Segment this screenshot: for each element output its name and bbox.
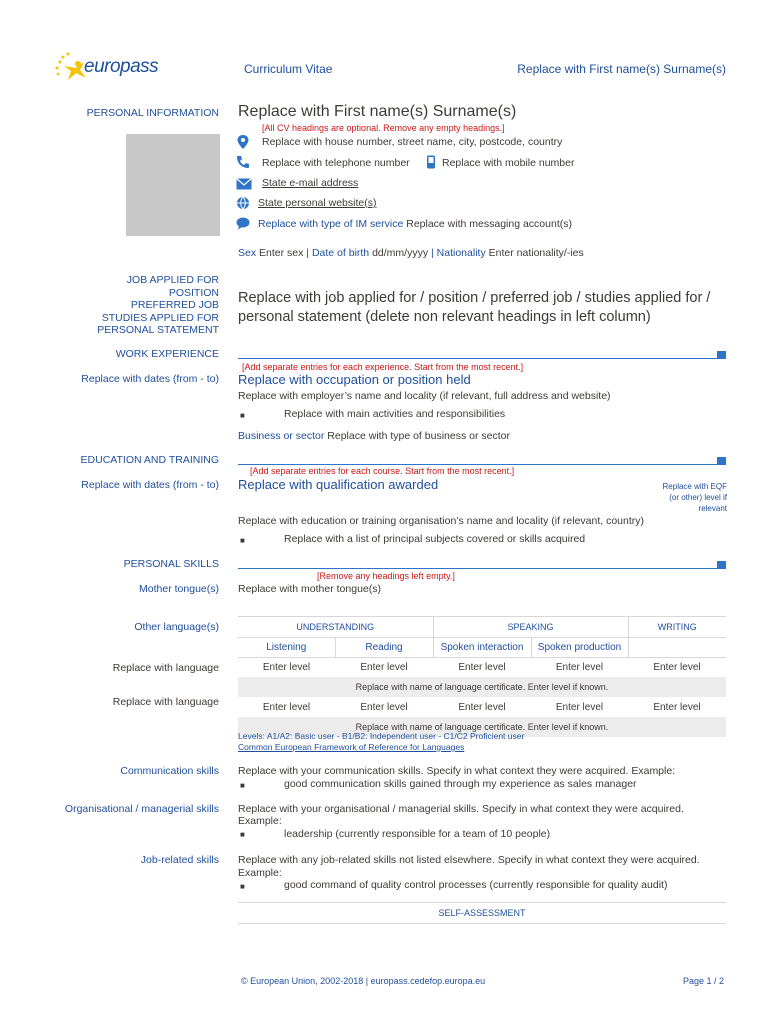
europass-logo <box>54 52 164 86</box>
level-cell[interactable]: Enter level <box>555 661 604 673</box>
certificate-row <box>238 677 726 697</box>
organisational-skills-text[interactable]: Replace with your organisational / managerial skills. Specify in what context they were acquired. <box>238 803 684 815</box>
im-value[interactable]: Replace with messaging account(s) <box>406 218 572 230</box>
cefr-link[interactable]: Common European Framework of Reference for Languages <box>238 742 465 752</box>
eqf-line: Replace with EQF <box>662 482 727 491</box>
language-row <box>238 697 726 717</box>
qualification-title[interactable]: Replace with qualification awarded <box>238 477 439 492</box>
self-assessment-top-line <box>238 902 726 903</box>
section-divider <box>238 568 720 569</box>
telephone-field[interactable]: Replace with telephone number <box>262 157 410 169</box>
person-name: Replace with First name(s) Surname(s) <box>238 103 517 120</box>
section-personal-information: PERSONAL INFORMATION <box>86 107 219 119</box>
level-cell[interactable]: Enter level <box>555 701 604 713</box>
spoken-interaction-header: Spoken interaction <box>433 637 531 657</box>
communication-skills-label: Communication skills <box>120 765 219 777</box>
header-name: Replace with First name(s) Surname(s) <box>517 62 726 76</box>
demographics-row <box>238 247 584 259</box>
spoken-production-header: Spoken production <box>531 637 628 657</box>
section-divider <box>238 464 720 465</box>
writing-subheader <box>628 637 726 657</box>
section-personal-skills: PERSONAL SKILLS <box>123 558 219 570</box>
skills-note: [Remove any headings left empty.] <box>317 571 455 581</box>
education-dates[interactable]: Replace with dates (from - to) <box>81 479 219 491</box>
chat-bubble-icon <box>236 217 252 231</box>
email-field[interactable]: State e-mail address <box>262 177 359 189</box>
organisation-field[interactable]: Replace with education or training organisation’s name and locality (if relevant, country) <box>238 515 645 527</box>
location-pin-icon <box>236 134 252 148</box>
activities-field[interactable]: Replace with main activities and responsibilities <box>284 408 506 420</box>
envelope-icon <box>236 178 252 192</box>
im-row <box>258 218 572 230</box>
language-row <box>238 657 726 677</box>
languages-header-row <box>238 617 726 637</box>
bullet-icon: ■ <box>240 830 245 839</box>
subjects-field[interactable]: Replace with a list of principal subjects covered or skills acquired <box>284 533 586 545</box>
sector-value[interactable]: Replace with type of business or sector <box>327 430 510 442</box>
education-note: [Add separate entries for each course. Start from the most recent.] <box>250 466 515 476</box>
nationality-label: Nationality <box>436 247 486 259</box>
level-cell[interactable]: Enter level <box>653 701 701 713</box>
section-education-training: EDUCATION AND TRAINING <box>80 454 219 466</box>
mother-tongue-value[interactable]: Replace with mother tongue(s) <box>238 583 381 595</box>
section-divider-marker <box>717 561 726 569</box>
communication-skills-example[interactable]: good communication skills gained through my experience as sales manager <box>284 778 637 790</box>
organisational-skills-example-label: Example: <box>238 815 282 827</box>
job-headings <box>97 274 219 337</box>
levels-note: Levels: A1/A2: Basic user - B1/B2: Independent user - C1/C2 Proficient user <box>238 731 525 741</box>
level-cell[interactable]: Enter level <box>360 661 408 673</box>
sector-row <box>238 430 510 442</box>
footer-copyright: © European Union, 2002-2018 | europass.cedefop.europa.eu <box>241 976 486 986</box>
sex-value[interactable]: Enter sex <box>259 247 304 259</box>
photo-placeholder <box>126 134 220 236</box>
job-related-skills-text[interactable]: Replace with any job-related skills not listed elsewhere. Specify in what context they were acquired. <box>238 854 700 866</box>
reading-header: Reading <box>335 637 433 657</box>
job-heading: STUDIES APPLIED FOR <box>101 311 219 324</box>
organisational-skills-example[interactable]: leadership (currently responsible for a team of 10 people) <box>284 828 551 840</box>
dob-value[interactable]: dd/mm/yyyy <box>372 247 429 259</box>
mobile-field[interactable]: Replace with mobile number <box>442 157 575 169</box>
bullet-icon: ■ <box>240 882 245 891</box>
section-divider <box>238 358 720 359</box>
self-assessment-label: SELF-ASSESSMENT <box>438 908 526 918</box>
occupation-title[interactable]: Replace with occupation or position held <box>238 372 471 387</box>
eqf-line: (or other) level if <box>669 493 727 502</box>
job-statement[interactable]: Replace with job applied for / position / preferred job / studies applied for / personal statement (delete non relevant headings in left column) <box>238 290 711 325</box>
level-cell[interactable]: Enter level <box>458 661 506 673</box>
job-heading: JOB APPLIED FOR <box>126 274 219 286</box>
page-number: Page 1 / 2 <box>682 976 724 986</box>
job-related-skills-example[interactable]: good command of quality control processes (currently responsible for quality audit) <box>284 879 668 891</box>
certificate-cell[interactable]: Replace with name of language certificate. Enter level if known. <box>238 717 726 737</box>
understanding-header: UNDERSTANDING <box>238 617 433 637</box>
bullet-icon: ■ <box>240 536 245 545</box>
writing-header: WRITING <box>657 621 697 632</box>
job-related-skills-label: Job-related skills <box>140 854 219 866</box>
job-related-skills-example-label: Example: <box>238 867 282 879</box>
section-work-experience: WORK EXPERIENCE <box>115 348 219 360</box>
job-heading: PREFERRED JOB <box>130 299 219 311</box>
language-name[interactable]: Replace with language <box>112 696 219 708</box>
level-cell[interactable]: Enter level <box>458 701 506 713</box>
work-dates[interactable]: Replace with dates (from - to) <box>81 373 219 385</box>
nationality-value[interactable]: Enter nationality/-ies <box>488 247 584 259</box>
level-cell[interactable]: Enter level <box>360 701 408 713</box>
section-divider-marker <box>717 457 726 465</box>
separator: | <box>431 247 434 259</box>
languages-subheader-row <box>238 637 726 657</box>
personal-note: [All CV headings are optional. Remove any empty headings.] <box>262 123 505 133</box>
other-languages-label: Other language(s) <box>134 621 219 633</box>
eqf-level[interactable] <box>663 481 727 514</box>
bullet-icon: ■ <box>240 411 245 420</box>
self-assessment-bottom-line <box>238 923 726 924</box>
eqf-line: relevant <box>698 504 727 513</box>
mobile-phone-icon <box>426 155 436 172</box>
cv-title: Curriculum Vitae <box>244 62 333 76</box>
listening-header: Listening <box>238 637 335 657</box>
table-top-line <box>238 616 726 617</box>
language-name[interactable]: Replace with language <box>112 662 219 674</box>
job-heading: PERSONAL STATEMENT <box>97 324 219 336</box>
telephone-icon <box>236 155 252 169</box>
website-field[interactable]: State personal website(s) <box>258 197 377 209</box>
job-heading: POSITION <box>168 286 219 299</box>
level-cell[interactable]: Enter level <box>262 661 311 673</box>
globe-icon <box>236 196 252 210</box>
dob-label: Date of birth <box>311 247 370 259</box>
mother-tongue-label: Mother tongue(s) <box>139 583 219 595</box>
languages-table <box>238 617 726 737</box>
work-note: [Add separate entries for each experience. Start from the most recent.] <box>242 362 524 372</box>
separator: | <box>306 247 310 259</box>
communication-skills-text[interactable]: Replace with your communication skills. Specify in what context they were acquired. Example: <box>238 765 676 777</box>
europass-logo-text: europass <box>84 56 159 77</box>
sex-label: Sex <box>238 247 257 259</box>
level-cell[interactable]: Enter level <box>262 701 311 713</box>
speaking-header: SPEAKING <box>433 617 628 637</box>
bullet-icon: ■ <box>240 781 245 790</box>
certificate-cell[interactable]: Replace with name of language certificate. Enter level if known. <box>238 677 726 697</box>
address-field[interactable]: Replace with house number, street name, city, postcode, country <box>262 136 563 148</box>
sector-label: Business or sector <box>238 430 325 442</box>
employer-field[interactable]: Replace with employer’s name and locality (if relevant, full address and website) <box>238 390 611 402</box>
im-label: Replace with type of IM service <box>258 218 404 230</box>
section-divider-marker <box>717 351 726 359</box>
organisational-skills-label: Organisational / managerial skills <box>64 803 219 815</box>
level-cell[interactable]: Enter level <box>653 661 701 673</box>
